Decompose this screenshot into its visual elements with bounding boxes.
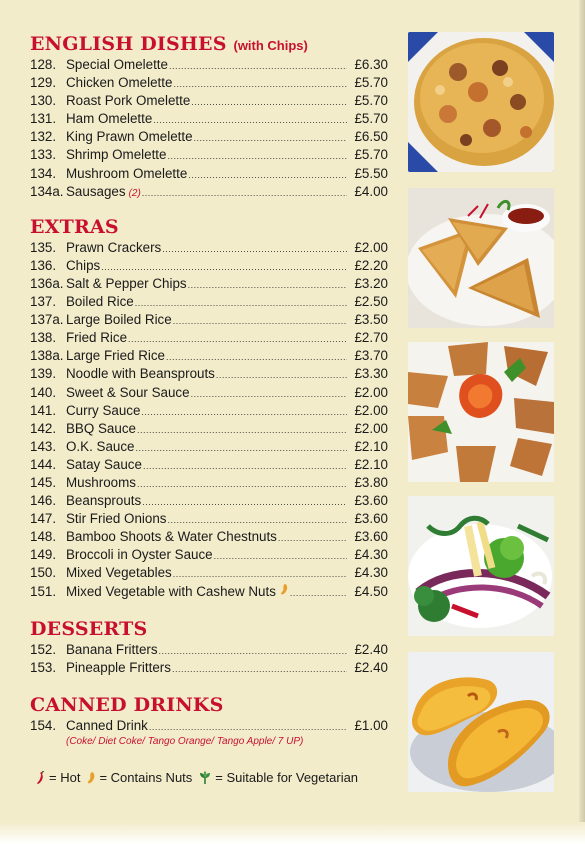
item-name: Beansprouts	[66, 493, 142, 509]
section-canned-drinks	[30, 693, 388, 749]
menu-item	[30, 365, 388, 383]
dot-leader	[172, 660, 347, 678]
section-title-desserts: DESSERTS	[30, 617, 148, 640]
item-name: Roast Pork Omelette	[66, 93, 191, 109]
item-number: 139.	[30, 366, 57, 382]
menu-item	[30, 420, 388, 438]
item-number: 148.	[30, 529, 57, 545]
item-name: Chicken Omelette	[66, 75, 173, 91]
item-number: 136a.	[30, 275, 64, 291]
dot-leader	[216, 366, 347, 384]
menu-item	[30, 384, 388, 402]
item-price: £2.00	[354, 384, 388, 400]
dot-leader	[162, 240, 347, 258]
dot-leader	[188, 166, 347, 184]
item-name: Banana Fritters	[66, 641, 158, 657]
dot-leader	[137, 475, 347, 493]
item-number: 138a.	[30, 348, 64, 364]
page-bottom-edge	[0, 822, 585, 844]
item-price: £5.70	[354, 75, 388, 91]
item-price: £5.70	[354, 111, 388, 127]
menu-column	[30, 32, 388, 749]
menu-item	[30, 92, 388, 110]
section-title-canned-drinks: CANNED DRINKS	[30, 693, 224, 716]
item-name: Fried Rice	[66, 330, 128, 346]
item-name: Curry Sauce	[66, 402, 141, 418]
dot-leader	[191, 385, 347, 403]
item-number: 147.	[30, 511, 57, 527]
dot-leader	[188, 276, 347, 294]
item-price: £3.50	[354, 312, 388, 328]
menu-item	[30, 110, 388, 128]
item-price: £2.10	[354, 438, 388, 454]
item-number: 137a.	[30, 312, 64, 328]
item-name: Large Boiled Rice	[66, 312, 172, 328]
menu-item	[30, 583, 388, 601]
item-price: £2.00	[354, 420, 388, 436]
item-name: Prawn Crackers	[66, 239, 162, 255]
item-price: £3.60	[354, 511, 388, 527]
item-price: £4.00	[354, 183, 388, 199]
dot-leader	[143, 457, 347, 475]
menu-item	[30, 456, 388, 474]
item-name: Mixed Vegetable with Cashew Nuts	[66, 583, 276, 599]
item-number: 146.	[30, 493, 57, 509]
item-number: 134a.	[30, 183, 64, 199]
nut-icon	[280, 583, 289, 601]
item-number: 151.	[30, 583, 57, 599]
item-number: 128.	[30, 57, 57, 72]
item-number: 154.	[30, 717, 57, 733]
menu-item	[30, 329, 388, 347]
item-price: £2.00	[354, 239, 388, 255]
menu-item	[30, 659, 388, 677]
dot-leader	[142, 493, 347, 511]
dot-leader	[141, 403, 347, 421]
dot-leader	[278, 529, 347, 547]
item-number: 131.	[30, 111, 57, 127]
item-price: £3.80	[354, 474, 388, 490]
item-name: Stir Fried Onions	[66, 511, 167, 527]
item-number: 138.	[30, 330, 57, 346]
menu-item	[30, 438, 388, 456]
item-name: Sweet & Sour Sauce	[66, 384, 190, 400]
dot-leader	[149, 718, 347, 736]
item-name: Noodle with Beansprouts	[66, 366, 215, 382]
item-name: Mixed Vegetables	[66, 565, 172, 581]
item-price: £3.20	[354, 275, 388, 291]
menu-item	[30, 311, 388, 329]
legend-nuts: = Contains Nuts	[99, 770, 193, 785]
legend	[36, 770, 358, 785]
menu-item	[30, 293, 388, 311]
extras-list	[30, 239, 388, 601]
section-subtitle: (with Chips)	[233, 38, 308, 53]
item-number: 141.	[30, 402, 57, 418]
dot-leader	[173, 565, 347, 583]
item-price: £5.70	[354, 93, 388, 109]
item-price: £2.70	[354, 330, 388, 346]
item-number: 129.	[30, 75, 57, 91]
item-name: Bamboo Shoots & Water Chestnuts	[66, 529, 277, 545]
item-price: £5.70	[354, 147, 388, 163]
item-number: 142.	[30, 420, 57, 436]
english-dishes-list	[30, 56, 388, 201]
menu-item	[30, 257, 388, 275]
dot-leader	[167, 511, 347, 529]
item-price: £3.70	[354, 348, 388, 364]
item-price: £2.40	[354, 659, 388, 675]
item-number: 150.	[30, 565, 57, 581]
item-number: 137.	[30, 294, 57, 310]
item-price: £5.50	[354, 165, 388, 181]
item-number: 144.	[30, 456, 57, 472]
item-name: Canned Drink	[66, 717, 148, 733]
menu-item	[30, 74, 388, 92]
menu-item	[30, 528, 388, 546]
menu-item	[30, 183, 388, 201]
drinks-note: (Coke/ Diet Coke/ Tango Orange/ Tango Apple/ 7 UP)	[66, 735, 304, 747]
dot-leader	[153, 111, 347, 129]
item-name: Satay Sauce	[66, 456, 142, 472]
item-price: £2.10	[354, 456, 388, 472]
menu-item	[30, 492, 388, 510]
mixed-vegetables-photo	[408, 496, 554, 636]
item-number: 143.	[30, 438, 57, 454]
section-english-dishes	[30, 32, 388, 201]
legend-hot: = Hot	[49, 770, 81, 785]
item-name: Shrimp Omelette	[66, 147, 167, 163]
item-number: 153.	[30, 659, 57, 675]
item-quantity-tag: (2)	[128, 187, 141, 199]
item-number: 145.	[30, 474, 57, 490]
dot-leader	[128, 330, 347, 348]
nut-icon	[87, 771, 96, 785]
item-price: £2.00	[354, 402, 388, 418]
omelette-photo	[408, 32, 554, 172]
item-price: £4.30	[354, 547, 388, 563]
item-number: 133.	[30, 147, 57, 163]
dot-leader	[173, 312, 347, 330]
item-number: 152.	[30, 641, 57, 657]
item-price: £2.40	[354, 641, 388, 657]
item-name: Pineapple Fritters	[66, 659, 171, 675]
dot-leader	[290, 584, 347, 602]
item-name: Boiled Rice	[66, 294, 134, 310]
dot-leader	[135, 294, 347, 312]
dot-leader	[173, 75, 347, 93]
dot-leader	[142, 184, 347, 202]
vegetarian-icon	[199, 771, 211, 785]
section-title-english-dishes: ENGLISH DISHES (with Chips)	[30, 33, 308, 55]
item-price: £3.30	[354, 366, 388, 382]
menu-item	[30, 275, 388, 293]
dot-leader	[191, 93, 347, 111]
item-name: Chips	[66, 257, 101, 273]
chilli-icon	[36, 771, 46, 785]
section-extras	[30, 215, 388, 601]
item-price: £4.30	[354, 565, 388, 581]
dot-leader	[137, 421, 347, 439]
menu-item	[30, 347, 388, 365]
dot-leader	[194, 129, 347, 147]
menu-item	[30, 128, 388, 146]
item-price: £3.60	[354, 529, 388, 545]
item-price: £3.60	[354, 493, 388, 509]
page-edge	[579, 0, 585, 844]
samosa-photo	[408, 188, 554, 328]
item-name: Mushroom Omelette	[66, 165, 188, 181]
banana-fritters-photo	[408, 652, 554, 792]
item-price: £4.50	[354, 583, 388, 599]
menu-item	[30, 56, 388, 74]
item-price: £6.50	[354, 129, 388, 145]
item-number: 136.	[30, 257, 57, 273]
dot-leader	[167, 147, 347, 165]
item-number: 140.	[30, 384, 57, 400]
item-name: Sausages	[66, 183, 126, 199]
desserts-list	[30, 641, 388, 677]
item-name: King Prawn Omelette	[66, 129, 193, 145]
menu-item	[30, 564, 388, 582]
prawn-toast-photo	[408, 342, 554, 482]
item-price: £2.20	[354, 257, 388, 273]
dot-leader	[135, 439, 347, 457]
item-number: 132.	[30, 129, 57, 145]
menu-item	[30, 546, 388, 564]
item-number: 149.	[30, 547, 57, 563]
menu-item	[30, 165, 388, 183]
item-price: £1.00	[354, 717, 388, 733]
item-name: O.K. Sauce	[66, 438, 135, 454]
menu-item	[30, 717, 388, 735]
dot-leader	[214, 547, 347, 565]
section-title-extras: EXTRAS	[30, 215, 119, 238]
item-number: 134.	[30, 165, 57, 181]
menu-item	[30, 510, 388, 528]
menu-item	[30, 239, 388, 257]
menu-item	[30, 146, 388, 164]
item-name: Salt & Pepper Chips	[66, 275, 187, 291]
canned-drinks-list	[30, 717, 388, 735]
item-number: 135.	[30, 239, 57, 255]
item-price: £6.30	[354, 57, 388, 72]
item-name: Ham Omelette	[66, 111, 153, 127]
dot-leader	[166, 348, 347, 366]
item-name: Broccoli in Oyster Sauce	[66, 547, 213, 563]
menu-item	[30, 402, 388, 420]
item-number: 130.	[30, 93, 57, 109]
menu-item	[30, 641, 388, 659]
legend-vegetarian: = Suitable for Vegetarian	[215, 770, 359, 785]
menu-item	[30, 474, 388, 492]
dot-leader	[159, 642, 347, 660]
section-desserts	[30, 617, 388, 677]
dot-leader	[101, 258, 347, 276]
item-name: Special Omelette	[66, 57, 168, 72]
item-name: Large Fried Rice	[66, 348, 165, 364]
item-name: Mushrooms	[66, 474, 136, 490]
item-price: £2.50	[354, 294, 388, 310]
dot-leader	[169, 57, 347, 75]
item-name: BBQ Sauce	[66, 420, 136, 436]
